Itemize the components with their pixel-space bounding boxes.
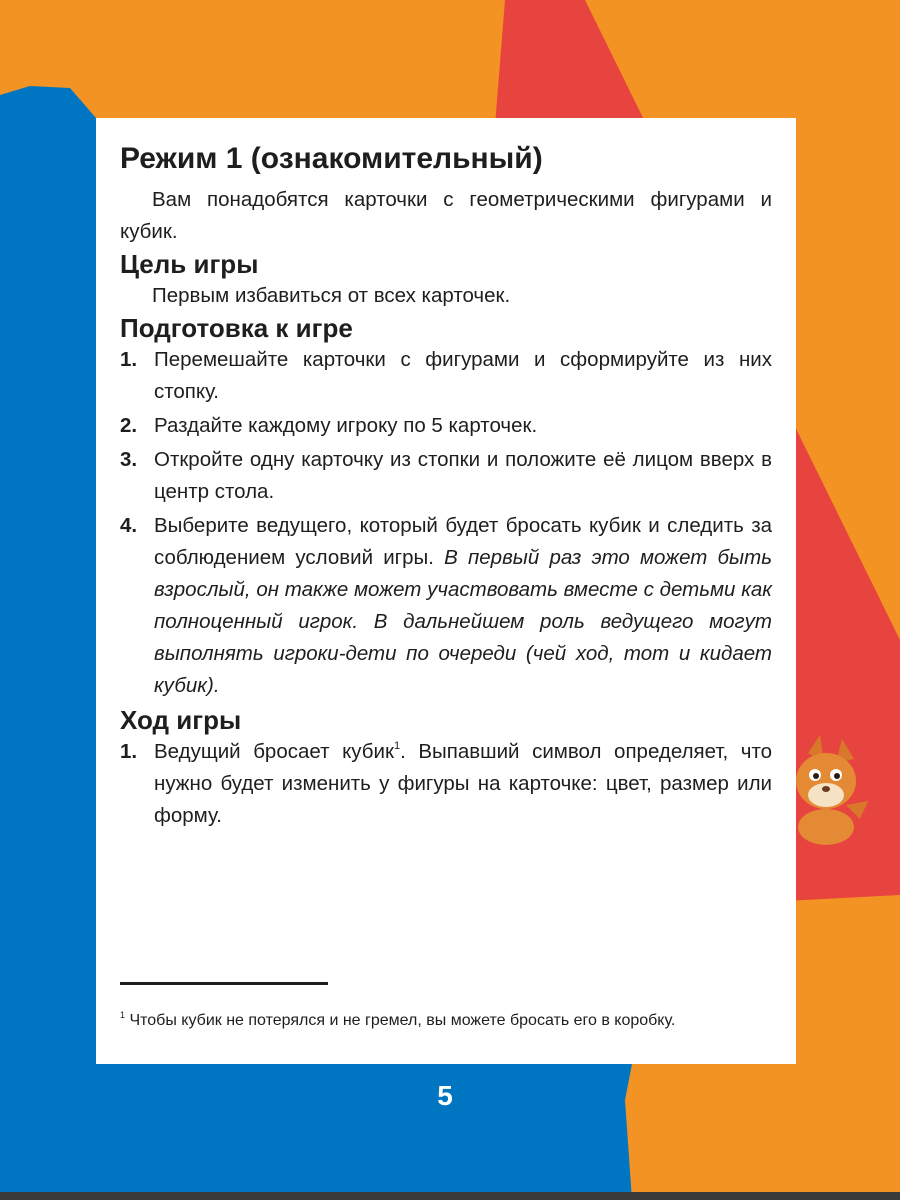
footnote-text: Чтобы кубик не потерялся и не гремел, вы можете бросать его в коробку.	[129, 1012, 676, 1029]
cat-mascot	[790, 735, 870, 845]
item-number: 4.	[120, 514, 138, 537]
footnote-divider	[120, 982, 328, 985]
item-number: 2.	[120, 414, 138, 437]
item-text: Ведущий бросает кубик	[154, 740, 394, 763]
list-item	[120, 410, 772, 442]
item-text-cont: . Выпавший символ определяет, что нужно будет изменить у фигуры на карточке: цвет, размер или форму.	[154, 740, 773, 827]
goal-heading: Цель игры	[120, 249, 259, 279]
item-italic-note: В первый раз это может быть взрослый, он также может участвовать вместе с детьми как полноценный игрок. В дальнейшем роль ведущего могут выполнять игроки-дети по очереди (чей ход, тот и кидает кубик).	[154, 546, 772, 697]
footnote	[120, 1006, 772, 1036]
item-number: 3.	[120, 448, 138, 471]
item-number: 1.	[120, 348, 138, 371]
prep-list	[120, 344, 772, 702]
list-item	[120, 510, 772, 702]
page-title: Режим 1 (ознакомительный)	[120, 142, 543, 175]
item-text: Перемешайте карточки с фигурами и сформируйте из них стопку.	[154, 348, 772, 403]
rules-card	[96, 118, 796, 1064]
goal-text: Первым избавиться от всех карточек.	[152, 284, 511, 307]
footnote-mark: 1	[120, 1010, 126, 1020]
prep-heading: Подготовка к игре	[120, 313, 353, 343]
list-item	[120, 736, 772, 832]
turn-list	[120, 736, 772, 832]
turn-heading: Ход игры	[120, 705, 242, 735]
footnote-ref: 1	[393, 740, 401, 752]
list-item	[120, 444, 772, 508]
item-text: Раздайте каждому игроку по 5 карточек.	[154, 414, 538, 437]
item-number: 1.	[120, 740, 138, 763]
intro-text: Вам понадобятся карточки с геометрическими фигурами и кубик.	[120, 188, 772, 243]
item-text: Выберите ведущего, который будет бросать кубик и следить за соблюдением условий игры.	[154, 514, 772, 569]
item-text: Откройте одну карточку из стопки и положите её лицом вверх в центр стола.	[154, 448, 772, 503]
page-number: 5	[437, 1080, 453, 1111]
list-item	[120, 344, 772, 408]
bottom-edge	[0, 1192, 900, 1200]
